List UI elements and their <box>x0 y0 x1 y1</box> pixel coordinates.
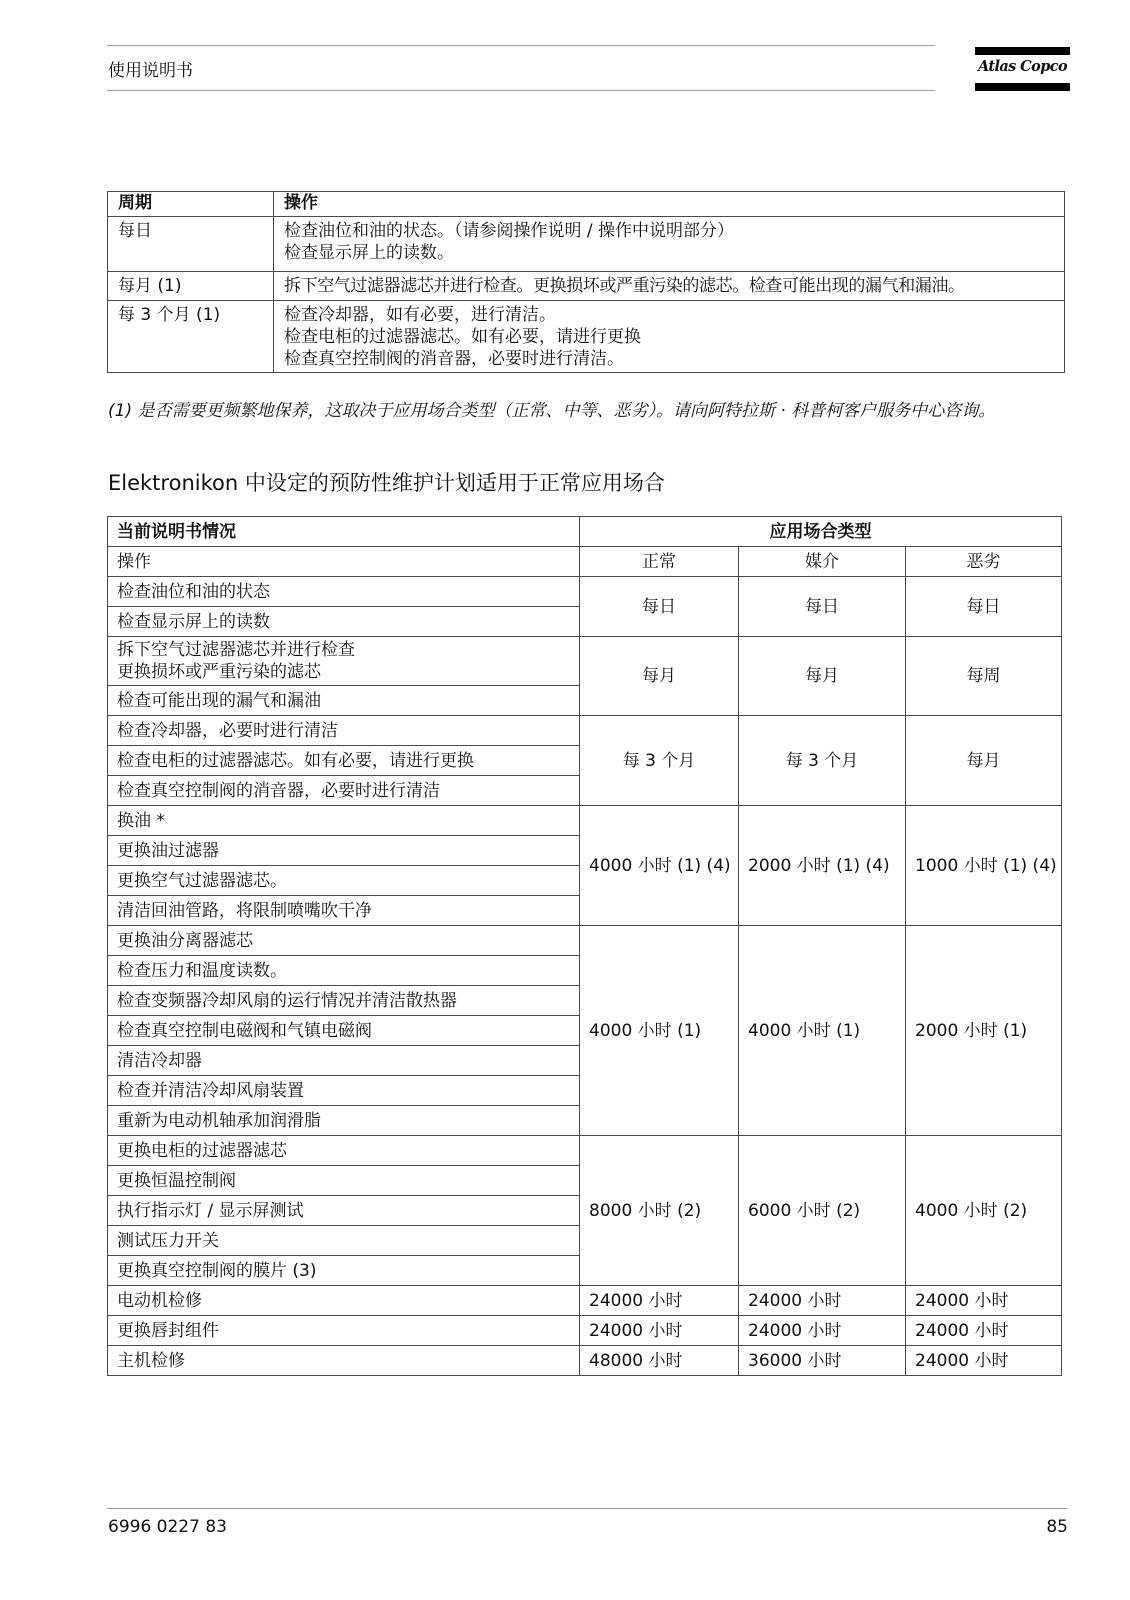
table1-row <box>108 272 1065 301</box>
table1-header-row <box>108 192 1065 217</box>
action-cell: 清洁冷却器 <box>108 1046 580 1076</box>
normal-interval-cell: 48000 小时 <box>580 1346 739 1376</box>
logo-bar-top <box>975 47 1070 55</box>
action-cell: 更换恒温控制阀 <box>108 1166 580 1196</box>
severe-interval-cell: 每周 <box>906 637 1062 716</box>
header-application-type: 应用场合类型 <box>580 517 1062 547</box>
period-cell: 每 3 个月 (1) <box>108 301 274 373</box>
action-line: 拆下空气过滤器滤芯并进行检查。更换损坏或严重污染的滤芯。检查可能出现的漏气和漏油。 <box>284 276 965 296</box>
action-cell <box>274 301 1065 373</box>
action-line: 检查真空控制阀的消音器，必要时进行清洁。 <box>284 349 624 369</box>
maintenance-period-table <box>107 191 1065 373</box>
footnote: (1) 是否需要更频繁地保养，这取决于应用场合类型（正常、中等、恶劣）。请向阿特拉斯 · 科普柯客户服务中心咨询。 <box>108 401 996 421</box>
normal-interval-cell: 24000 小时 <box>580 1316 739 1346</box>
table2-header-row <box>108 517 1062 547</box>
action-cell: 执行指示灯 / 显示屏测试 <box>108 1196 580 1226</box>
action-cell <box>274 217 1065 272</box>
medium-interval-cell: 36000 小时 <box>739 1346 906 1376</box>
table1-header-action: 操作 <box>274 192 1065 217</box>
severe-interval-cell: 24000 小时 <box>906 1316 1062 1346</box>
preventive-maintenance-table <box>107 516 1062 1376</box>
medium-interval-cell: 每月 <box>739 637 906 716</box>
action-line: 检查显示屏上的读数。 <box>284 243 454 263</box>
action-cell: 检查变频器冷却风扇的运行情况并清洁散热器 <box>108 986 580 1016</box>
normal-interval-cell: 每 3 个月 <box>580 716 739 806</box>
schedule-row <box>108 926 1062 956</box>
action-cell: 检查并清洁冷却风扇装置 <box>108 1076 580 1106</box>
header-title: 使用说明书 <box>108 61 193 81</box>
medium-interval-cell: 4000 小时 (1) <box>739 926 906 1136</box>
schedule-row <box>108 1346 1062 1376</box>
action-cell: 清洁回油管路，将限制喷嘴吹干净 <box>108 896 580 926</box>
action-cell: 检查真空控制阀的消音器，必要时进行清洁 <box>108 776 580 806</box>
action-cell: 检查电柜的过滤器滤芯。如有必要，请进行更换 <box>108 746 580 776</box>
action-cell: 测试压力开关 <box>108 1226 580 1256</box>
header-rule-top <box>107 45 935 46</box>
schedule-row <box>108 1136 1062 1166</box>
schedule-row <box>108 1286 1062 1316</box>
header-severe: 恶劣 <box>906 547 1062 577</box>
footer-rule <box>107 1508 1067 1509</box>
severe-interval-cell: 每月 <box>906 716 1062 806</box>
action-cell: 换油 * <box>108 806 580 836</box>
medium-interval-cell: 每日 <box>739 577 906 637</box>
action-cell: 电动机检修 <box>108 1286 580 1316</box>
action-cell: 检查显示屏上的读数 <box>108 607 580 637</box>
atlas-copco-logo <box>975 47 1070 93</box>
normal-interval-cell: 每日 <box>580 577 739 637</box>
page-number: 85 <box>1046 1517 1068 1537</box>
table1-header-period: 周期 <box>108 192 274 217</box>
period-cell: 每月 (1) <box>108 272 274 301</box>
logo-bar-bottom <box>975 83 1070 91</box>
logo-wordmark: Atlas Copco <box>977 58 1068 75</box>
normal-interval-cell: 24000 小时 <box>580 1286 739 1316</box>
action-line: 检查油位和油的状态。（请参阅操作说明 / 操作中说明部分） <box>284 221 735 241</box>
action-cell: 更换空气过滤器滤芯。 <box>108 866 580 896</box>
medium-interval-cell: 6000 小时 (2) <box>739 1136 906 1286</box>
severe-interval-cell: 24000 小时 <box>906 1286 1062 1316</box>
normal-interval-cell: 每月 <box>580 637 739 716</box>
action-line: 检查电柜的过滤器滤芯。如有必要，请进行更换 <box>284 327 641 347</box>
schedule-row <box>108 637 1062 686</box>
schedule-row <box>108 577 1062 607</box>
header-medium: 媒介 <box>739 547 906 577</box>
schedule-row <box>108 1316 1062 1346</box>
action-cell: 更换真空控制阀的膜片 (3) <box>108 1256 580 1286</box>
action-line: 检查冷却器，如有必要，进行清洁。 <box>284 305 556 325</box>
normal-interval-cell: 4000 小时 (1) (4) <box>580 806 739 926</box>
period-cell: 每日 <box>108 217 274 272</box>
header-normal: 正常 <box>580 547 739 577</box>
table2-subheader-row <box>108 547 1062 577</box>
action-cell: 主机检修 <box>108 1346 580 1376</box>
normal-interval-cell: 4000 小时 (1) <box>580 926 739 1136</box>
severe-interval-cell: 24000 小时 <box>906 1346 1062 1376</box>
action-cell: 更换唇封组件 <box>108 1316 580 1346</box>
action-cell: 拆下空气过滤器滤芯并进行检查 更换损坏或严重污染的滤芯 <box>108 637 580 686</box>
header-manual-status: 当前说明书情况 <box>108 517 580 547</box>
action-cell: 检查冷却器，必要时进行清洁 <box>108 716 580 746</box>
severe-interval-cell: 4000 小时 (2) <box>906 1136 1062 1286</box>
medium-interval-cell: 2000 小时 (1) (4) <box>739 806 906 926</box>
action-cell: 更换油分离器滤芯 <box>108 926 580 956</box>
action-cell: 更换电柜的过滤器滤芯 <box>108 1136 580 1166</box>
medium-interval-cell: 24000 小时 <box>739 1316 906 1346</box>
action-cell: 更换油过滤器 <box>108 836 580 866</box>
table1-row <box>108 301 1065 373</box>
action-cell: 检查真空控制电磁阀和气镇电磁阀 <box>108 1016 580 1046</box>
schedule-row <box>108 716 1062 746</box>
action-cell: 检查油位和油的状态 <box>108 577 580 607</box>
section-heading: Elektronikon 中设定的预防性维护计划适用于正常应用场合 <box>108 471 665 495</box>
document-number: 6996 0227 83 <box>108 1517 227 1537</box>
schedule-row <box>108 806 1062 836</box>
action-cell: 检查压力和温度读数。 <box>108 956 580 986</box>
action-cell: 重新为电动机轴承加润滑脂 <box>108 1106 580 1136</box>
medium-interval-cell: 每 3 个月 <box>739 716 906 806</box>
medium-interval-cell: 24000 小时 <box>739 1286 906 1316</box>
severe-interval-cell: 1000 小时 (1) (4) <box>906 806 1062 926</box>
action-cell <box>274 272 1065 301</box>
header-action: 操作 <box>108 547 580 577</box>
table1-row <box>108 217 1065 272</box>
severe-interval-cell: 每日 <box>906 577 1062 637</box>
normal-interval-cell: 8000 小时 (2) <box>580 1136 739 1286</box>
action-cell: 检查可能出现的漏气和漏油 <box>108 686 580 716</box>
header-rule-bottom <box>107 90 935 91</box>
severe-interval-cell: 2000 小时 (1) <box>906 926 1062 1136</box>
